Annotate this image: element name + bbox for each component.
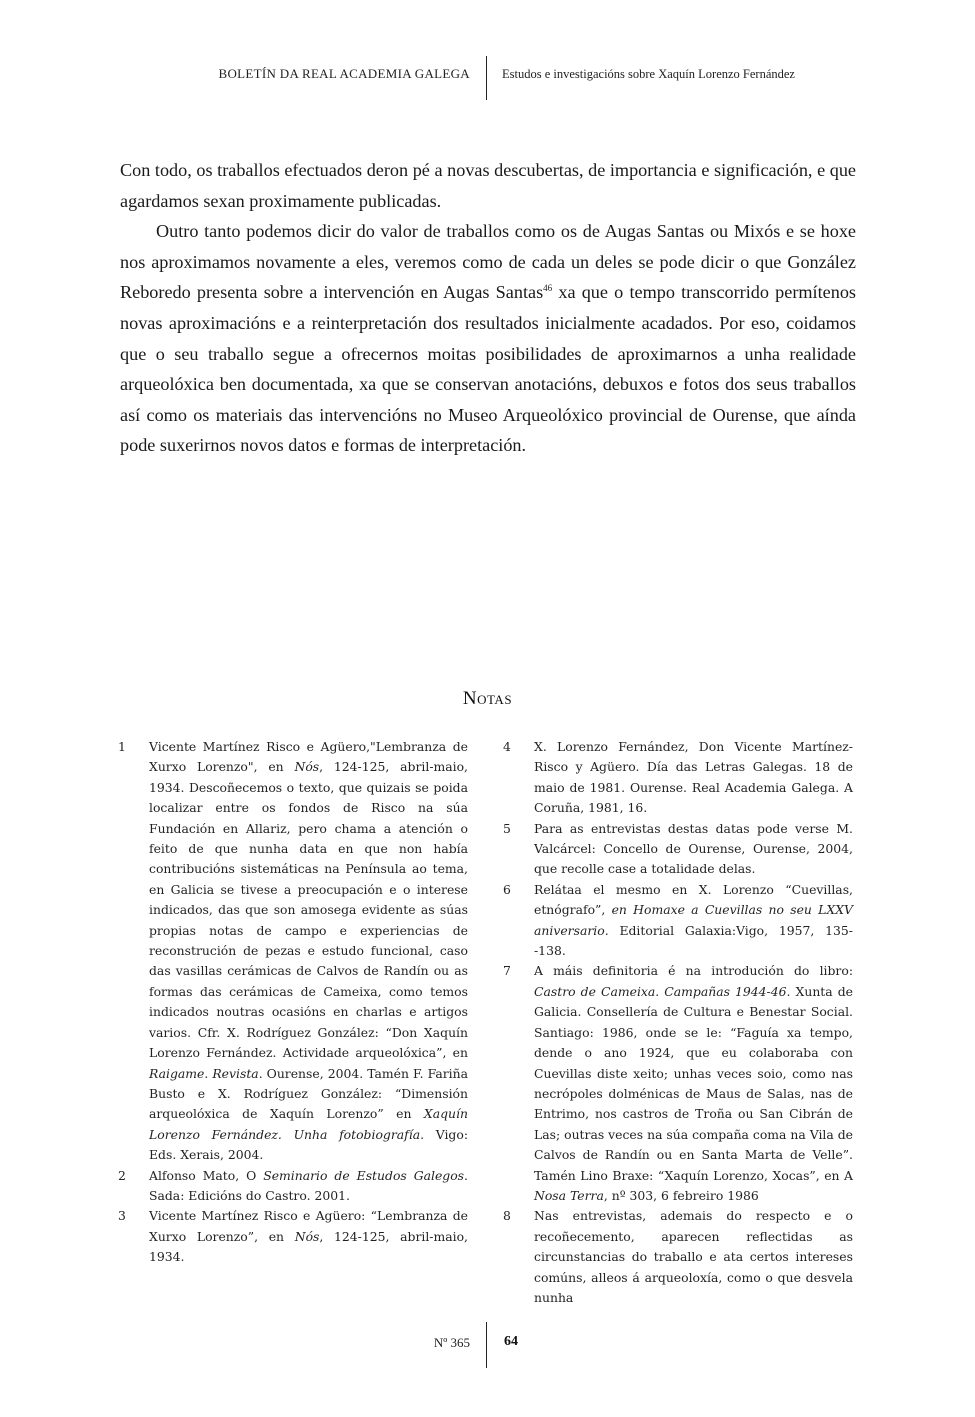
citation-title: Seminario de Estudos Galegos [263,1167,465,1183]
citation-title: Nós [294,1228,320,1244]
citation-title: Xaquín Lorenzo Fernández. Unha fotobiografía [149,1106,468,1142]
footnote-number: 5 [503,820,511,836]
citation-title: Castro de Cameixa. Campañas 1944-46 [534,983,787,999]
page-number: 64 [504,1334,518,1349]
citation-title: Raigame. Revista [149,1065,259,1081]
footnote-text: Para as entrevistas destas datas pode verse M. Valcárcel: Concello de Ourense, Ourense, 2004, que recolle case a totalidade delas. [534,820,853,877]
footnote-8 [503,1206,853,1308]
footnote-2 [118,1166,468,1207]
footer-divider [486,1322,487,1368]
paragraph-1: Con todo, os traballos efectuados deron pé a novas descubertas, de importancia e significación, e que agardamos sexan proximamente publicadas. [120,160,856,211]
paragraph-2-text-a: Outro tanto podemos dicir do valor de traballos como os de Augas Santas ou Mixós e se hoxe nos aproximamos novamente a eles, veremos como de cada un deles se pode dicir o que González Reboredo presenta sobre a intervención en Augas Santas [120,221,856,303]
header-divider [486,56,487,100]
paragraph-2 [120,216,856,461]
footnote-number: 4 [503,739,511,754]
main-text [120,155,856,461]
footnote-number: 7 [503,963,511,979]
footnote-ref-46[interactable]: 46 [543,283,553,294]
footnote-number: 3 [118,1208,126,1224]
footnote-text: Vicente Martínez Risco e Agüero: “Lembranza de Xurxo Lorenzo”, en Nós, 124-125, abril-maio, 1934. [149,1208,468,1265]
journal-title: BOLETÍN DA REAL ACADEMIA GALEGA [218,66,470,81]
footnote-7 [503,961,853,1206]
citation-title: en Homaxe a Cuevillas no seu LXXV aniversario [534,902,853,938]
citation-title: Nós [294,759,320,775]
notes-column-left [118,737,468,1268]
footnote-5 [503,819,853,880]
footnote-text: Vicente Martínez Risco e Agüero,"Lembranza de Xurxo Lorenzo", en Nós, 124-125, abril-maio, 1934. Descoñecemos o texto, que quizais se poida localizar entre os fondos de Risco na súa Fundación en Allariz, pero chama a atención o feito de que nunha data en que non había contribucións sistemáticas na Península ao tema, en Galicia se tivese a preocupación e o interese indicados, das que son amosega evidente as súas propias notas de campo e experiencias de reconstrución de pezas e estudo funcional, caso das vasillas cerámicas de Calvos de Randín ou as formas das cerámicas de Cameixa, como temos indicados noutras ocasións en charlas e artigos varios. Cfr. X. Rodríguez González: “Don Xaquín Lorenzo Fernández. Actividade arqueolóxica”, en Raigame. Revista. Ourense, 2004. Tamén F. Fariña Busto e X. Rodríguez González: “Dimensión arqueolóxica de Xaquín Lorenzo” en Xaquín Lorenzo Fernández. Unha fotobiografía. Vigo: Eds. Xerais, 2004. [149,739,469,1163]
footnote-3 [118,1206,468,1267]
footnote-text: Nas entrevistas, ademais do respecto e o recoñecemento, aparecen reflectidas as circunstancias do traballo e ata certos intereses comúns, alleos á arqueoloxía, como o que desvela nunha [534,1208,853,1305]
section-title: Estudos e investigacións sobre Xaquín Lorenzo Fernández [502,67,795,81]
footnote-6 [503,880,853,962]
notes-column-right [503,737,853,1308]
footnote-text: Relátaa el mesmo en X. Lorenzo “Cuevillas, etnógrafo”, en Homaxe a Cuevillas no seu LXXV aniversario. Editorial Galaxia:Vigo, 1957, 135--138. [534,881,853,959]
citation-title: Nosa Terra [534,1187,604,1203]
footnote-1 [118,737,468,1166]
footnote-text: X. Lorenzo Fernández, Don Vicente Martínez-Risco y Agüero. Día das Letras Galegas. 18 de maio de 1981. Ourense. Real Academia Galega. A Coruña, 1981, 16. [534,739,853,816]
issue-number: Nº 365 [433,1335,470,1350]
paragraph-2-text-b: xa que o tempo transcorrido permítenos novas aproximacións e a reinterpretación dos resultados inicialmente acadados. Por eso, coidamos que o seu traballo segue a ofrecernos moitas posibilidades de aproximarnos a unha realidade arqueolóxica ben documentada, xa que se conservan anotacións, debuxos e fotos dos seus traballos así como os materiais das intervencións no Museo Arqueolóxico provincial de Ourense, que aínda pode suxerirnos novos datos e formas de interpretación. [120,282,856,456]
footnote-number: 8 [503,1208,511,1224]
running-footer [0,1322,975,1368]
footnote-text: Alfonso Mato, O Seminario de Estudos Galegos. Sada: Edicións do Castro. 2001. [149,1167,468,1203]
footnote-number: 1 [118,739,126,754]
footnote-text: A máis definitoria é na introdución do libro: Castro de Cameixa. Campañas 1944-46. Xunta de Galicia. Consellería de Cultura e Benestar Social. Santiago: 1986, onde se le: “Faguía xa tempo, dende o ano 1924, que eu colaboraba con Cuevillas diste xeito; unhas veces soio, como nas necrópoles dolménicas de Maus de Salas, nas de Entrimo, nos castros de Troña ou San Cibrán de Las; outras veces na súa compaña coma na Vila de Calvos de Randín ou en Santa Marta de Velle”. Tamén Lino Braxe: “Xaquín Lorenzo, Xocas”, en A Nosa Terra, nº 303, 6 febreiro 1986 [534,963,854,1203]
running-header [0,56,975,102]
footnote-4 [503,737,853,819]
footnote-number: 2 [118,1167,126,1183]
footnote-number: 6 [503,881,511,897]
notes-heading: Notas [462,688,513,709]
